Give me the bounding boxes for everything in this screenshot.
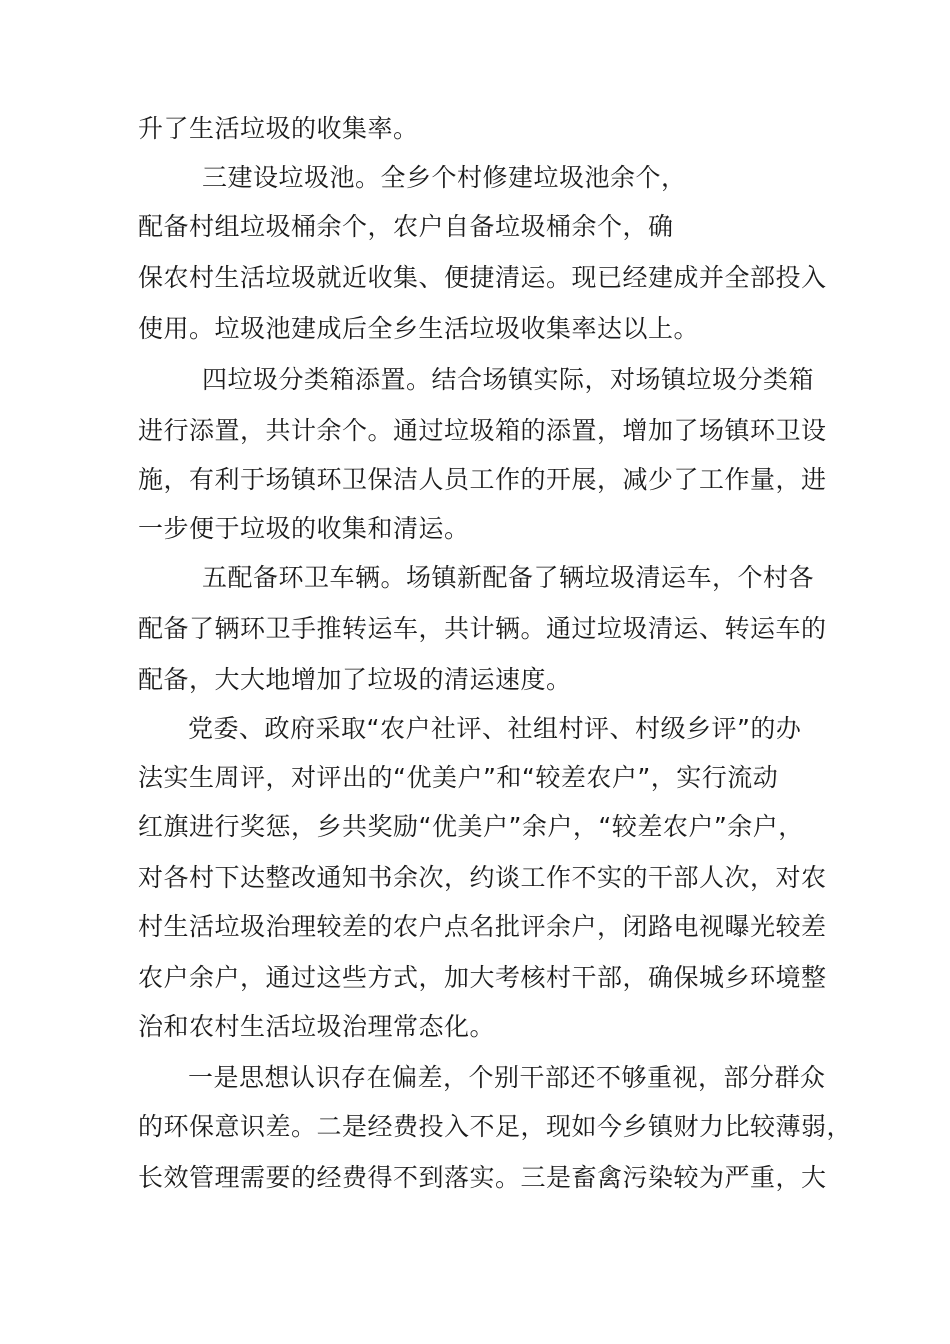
text-line-22: 长效管理需要的经费得不到落实。三是畜禽污染较为严重，大 bbox=[138, 1163, 827, 1192]
text-line-15: 红旗进行奖惩，乡共奖励“优美户”余户，“较差农户”余户， bbox=[138, 812, 804, 841]
text-line-3: 配备村组垃圾桶余个，农户自备垃圾桶余个，确 bbox=[138, 212, 674, 241]
text-line-19: 治和农村生活垃圾治理常态化。 bbox=[138, 1012, 496, 1041]
text-line-4: 保农村生活垃圾就近收集、便捷清运。现已经建成并全部投入 bbox=[138, 263, 827, 292]
text-line-12: 配备，大大地增加了垃圾的清运速度。 bbox=[138, 665, 572, 694]
text-line-7: 进行添置，共计余个。通过垃圾箱的添置，增加了场镇环卫设 bbox=[138, 416, 827, 445]
text-line-11: 配备了辆环卫手推转运车，共计辆。通过垃圾清运、转运车的 bbox=[138, 614, 827, 643]
text-line-2: 三建设垃圾池。全乡个村修建垃圾池余个， bbox=[202, 163, 687, 192]
text-line-20: 一是思想认识存在偏差，个别干部还不够重视，部分群众 bbox=[188, 1063, 826, 1092]
text-line-10: 五配备环卫车辆。场镇新配备了辆垃圾清运车，个村各 bbox=[202, 563, 815, 592]
text-line-1: 升了生活垃圾的收集率。 bbox=[138, 114, 419, 143]
text-line-6: 四垃圾分类箱添置。结合场镇实际，对场镇垃圾分类箱 bbox=[202, 365, 815, 394]
text-line-16: 对各村下达整改通知书余次，约谈工作不实的干部人次，对农 bbox=[138, 863, 827, 892]
text-line-8: 施，有利于场镇环卫保洁人员工作的开展，减少了工作量，进 bbox=[138, 465, 827, 494]
text-line-13: 党委、政府采取“农户社评、社组村评、村级乡评”的办 bbox=[188, 714, 802, 743]
text-line-5: 使用。垃圾池建成后全乡生活垃圾收集率达以上。 bbox=[138, 314, 700, 343]
text-line-18: 农户余户，通过这些方式，加大考核村干部，确保城乡环境整 bbox=[138, 963, 827, 992]
text-line-17: 村生活垃圾治理较差的农户点名批评余户，闭路电视曝光较差 bbox=[138, 912, 827, 941]
text-line-9: 一步便于垃圾的收集和清运。 bbox=[138, 514, 470, 543]
text-line-21: 的环保意识差。二是经费投入不足，现如今乡镇财力比较薄弱， bbox=[138, 1112, 853, 1141]
text-line-14: 法实生周评，对评出的“优美户”和“较差农户”，实行流动 bbox=[138, 763, 779, 792]
